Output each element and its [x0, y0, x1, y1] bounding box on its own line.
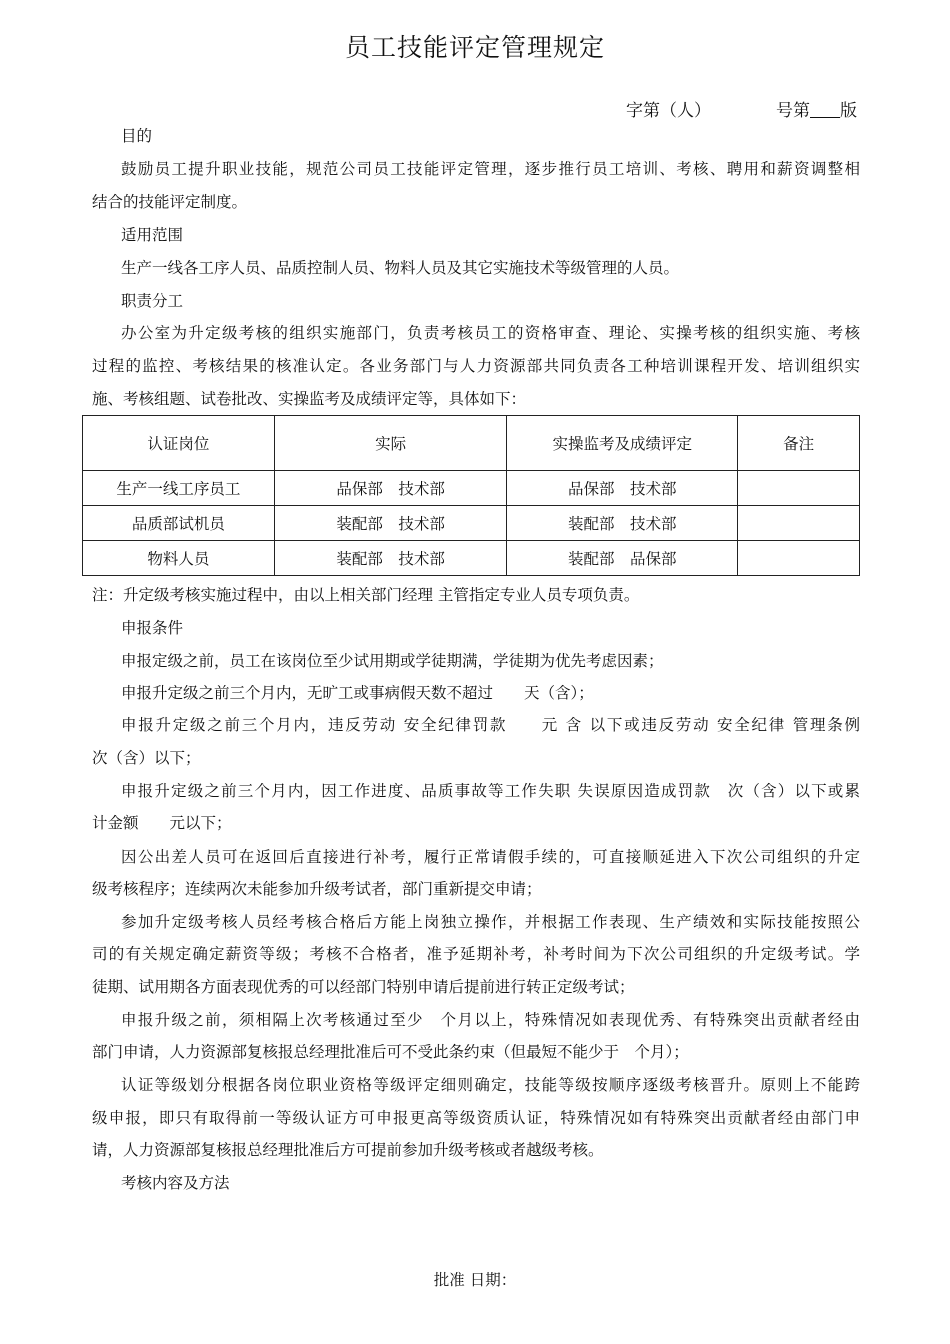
condition-line: 参加升定级考核人员经考核合格后方能上岗独立操作，并根据工作表现、生产绩效和实际技能按照公: [121, 913, 860, 931]
purpose-text-line: 鼓励员工提升职业技能，规范公司员工技能评定管理，逐步推行员工培训、考核、聘用和薪资调整相: [121, 160, 860, 178]
condition-line: 级考核程序；连续两次未能参加升级考试者，部门重新提交申请；: [92, 880, 542, 898]
table-note: 注：升定级考核实施过程中，由以上相关部门经理 主管指定专业人员专项负责。: [92, 586, 640, 604]
duty-text-line: 过程的监控、考核结果的核准认定。各业务部门与人力资源部共同负责各工种培训课程开发、培训组织实: [92, 357, 860, 375]
table-header-cell: 实操监考及成绩评定: [507, 416, 738, 471]
duty-heading: 职责分工: [121, 292, 184, 310]
table-cell: 品保部 技术部: [274, 471, 507, 506]
doc-number-prefix: 字第（人）: [626, 101, 711, 121]
table-header-row: [83, 416, 860, 471]
table-cell: 品质部试机员: [83, 506, 275, 541]
condition-line: 认证等级划分根据各岗位职业资格等级评定细则确定，技能等级按顺序逐级考核晋升。原则上不能跨: [121, 1076, 860, 1094]
document-title: 员工技能评定管理规定: [344, 33, 605, 62]
table-cell: 装配部 技术部: [274, 506, 507, 541]
table-cell: 物料人员: [83, 541, 275, 576]
condition-line: 请，人力资源部复核报总经理批准后方可提前参加升级考核或者越级考核。: [92, 1141, 604, 1159]
purpose-heading: 目的: [121, 127, 153, 145]
doc-number-suffix-a: 号第: [776, 101, 810, 121]
table-header-cell: 实际: [274, 416, 507, 471]
table-cell: [738, 471, 860, 506]
duty-text-line: 施、考核组题、试卷批改、实操监考及成绩评定等，具体如下：: [92, 390, 527, 408]
condition-line: 申报升级之前，须相隔上次考核通过至少 个月以上，特殊情况如表现优秀、有特殊突出贡献者经由: [121, 1011, 860, 1029]
table-row: [83, 506, 860, 541]
condition-line: 徒期、试用期各方面表现优秀的可以经部门特别申请后提前进行转正定级考试；: [92, 978, 635, 996]
table-cell: 生产一线工序员工: [83, 471, 275, 506]
duty-text-line: 办公室为升定级考核的组织实施部门，负责考核员工的资格审查、理论、实操考核的组织实施、考核: [121, 324, 860, 342]
table-cell: [738, 506, 860, 541]
table-cell: 装配部 技术部: [507, 506, 738, 541]
scope-text-line: 生产一线各工序人员、品质控制人员、物料人员及其它实施技术等级管理的人员。: [121, 259, 680, 277]
table-cell: 装配部 品保部: [507, 541, 738, 576]
conditions-heading: 申报条件: [121, 619, 184, 637]
condition-line: 司的有关规定确定薪资等级；考核不合格者，准予延期补考，补考时间为下次公司组织的升定级考试。学: [92, 945, 860, 963]
table-header-cell: 备注: [738, 416, 860, 471]
doc-number-suffix: [776, 96, 857, 121]
purpose-text-line: 结合的技能评定制度。: [92, 193, 248, 211]
condition-line: 次（含）以下；: [92, 749, 201, 767]
condition-line: 因公出差人员可在返回后直接进行补考，履行正常请假手续的，可直接顺延进入下次公司组织的升定: [121, 848, 860, 866]
table-header-cell: 认证岗位: [83, 416, 275, 471]
table-cell: 装配部 技术部: [274, 541, 507, 576]
table-cell: 品保部 技术部: [507, 471, 738, 506]
condition-line: 申报升定级之前三个月内，违反劳动 安全纪律罚款 元 含 以下或违反劳动 安全纪律 管理条例: [121, 716, 860, 734]
condition-line: 申报定级之前，员工在该岗位至少试用期或学徒期满，学徒期为优先考虑因素；: [121, 652, 664, 670]
condition-line: 计金额 元以下；: [92, 814, 232, 832]
method-heading: 考核内容及方法: [121, 1174, 230, 1192]
table-row: [83, 541, 860, 576]
condition-line: 申报升定级之前三个月内，因工作进度、品质事故等工作失职 失误原因造成罚款 次（含）以下或累: [121, 782, 860, 800]
table-row: [83, 471, 860, 506]
condition-line: 部门申请，人力资源部复核报总经理批准后可不受此条约束（但最短不能少于 个月）；: [92, 1043, 689, 1061]
duty-table: [82, 415, 860, 576]
table-cell: [738, 541, 860, 576]
doc-number-blank: [810, 99, 840, 118]
approval-footer: 批准 日期：: [433, 1271, 517, 1289]
doc-number-suffix-b: 版: [840, 101, 857, 121]
condition-line: 申报升定级之前三个月内，无旷工或事病假天数不超过 天（含）；: [121, 684, 594, 702]
condition-line: 级申报，即只有取得前一等级认证方可申报更高等级资质认证，特殊情况如有特殊突出贡献者经由部门申: [92, 1109, 860, 1127]
scope-heading: 适用范围: [121, 226, 184, 244]
